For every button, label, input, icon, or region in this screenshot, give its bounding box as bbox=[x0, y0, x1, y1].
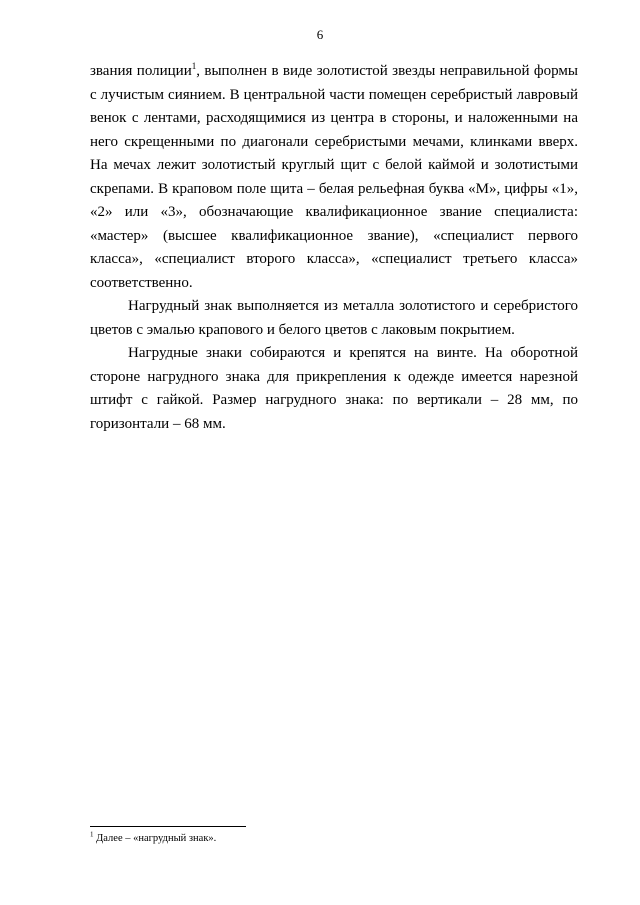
footnote-mark: 1 bbox=[90, 830, 94, 839]
paragraph-text: звания полиции bbox=[90, 63, 192, 79]
paragraph-badge-description bbox=[90, 60, 578, 295]
footnote bbox=[90, 832, 578, 846]
footnote-reference[interactable]: 1 bbox=[191, 61, 197, 71]
footnote-text: Далее – «нагрудный знак». bbox=[93, 833, 217, 844]
page-number: 6 bbox=[316, 27, 324, 42]
paragraph-assembly-size: Нагрудные знаки собираются и крепятся на винте. На оборотной стороне нагрудного знака для прикрепления к одежде имеется нарезной штифт с гайкой. Размер нагрудного знака: по вертикали – 28 мм, по горизонтали – 68 мм. bbox=[90, 345, 578, 432]
document-body bbox=[90, 60, 578, 436]
footnote-separator bbox=[90, 826, 246, 827]
paragraph-materials: Нагрудный знак выполняется из металла золотистого и серебристого цветов с эмалью крапового и белого цветов с лаковым покрытием. bbox=[90, 298, 578, 338]
paragraph-text: , выполнен в виде золотистой звезды неправильной формы с лучистым сиянием. В центральной части помещен серебристый лавровый венок с лентами, расходящимися из центра в стороны, и наложенными на него скрещенными по диагонали серебристыми мечами, клинками вверх. На мечах лежит золотистый круглый щит с белой каймой и золотистыми скрепами. В краповом поле щита – белая рельефная буква «М», цифры «1», «2» или «3», обозначающие квалификационное звание специалиста: «мастер» (высшее квалификационное звание), «специалист первого класса», «специалист второго класса», «специалист третьего класса» соответственно. bbox=[90, 63, 578, 291]
